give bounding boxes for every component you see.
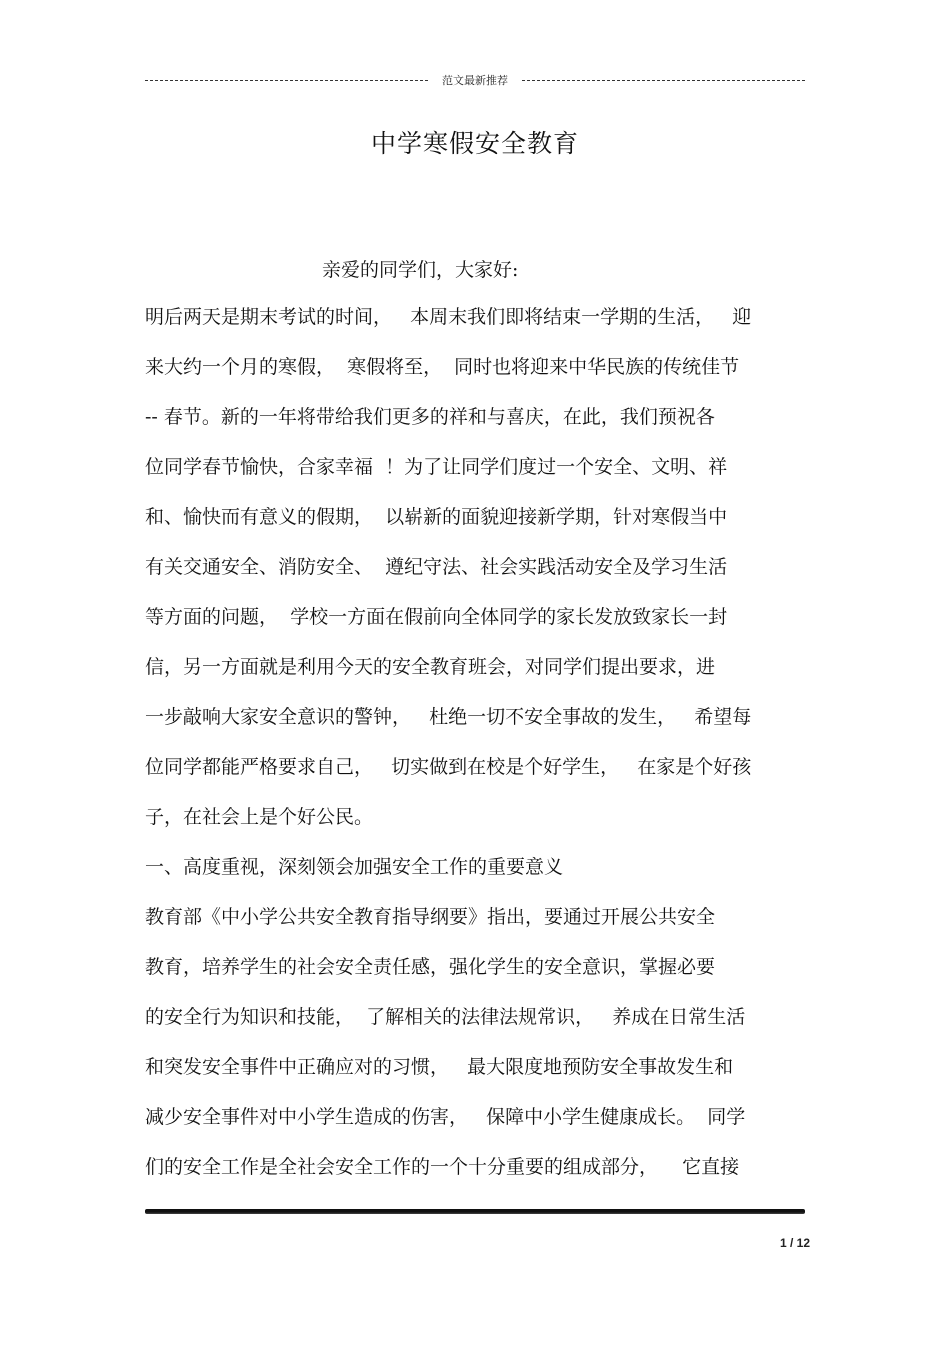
footer-rule	[145, 1209, 805, 1214]
header-text: 范文最新推荐	[442, 74, 508, 87]
body-line: 的安全行为知识和技能， 了解相关的法律法规常识， 养成在日常生活	[145, 1006, 746, 1028]
header-dashed-rule-left	[145, 80, 428, 81]
body-line: 一步敲响大家安全意识的警钟， 杜绝一切不安全事故的发生， 希望每	[145, 706, 752, 728]
header-dashed-rule-right	[522, 80, 805, 81]
body-line: 等方面的问题， 学校一方面在假前向全体同学的家长发放致家长一封	[145, 606, 728, 628]
body-line: 信，另一方面就是利用今天的安全教育班会，对同学们提出要求，进	[145, 656, 716, 678]
body-line: 明后两天是期末考试的时间， 本周末我们即将结束一学期的生活， 迎	[145, 306, 752, 328]
body-line: 教育部《中小学公共安全教育指导纲要》指出，要通过开展公共安全	[145, 906, 716, 928]
section-heading: 一、高度重视，深刻领会加强安全工作的重要意义	[145, 856, 564, 878]
page-header	[145, 72, 805, 88]
body-line: 减少安全事件对中小学生造成的伤害， 保障中小学生健康成长。 同学	[145, 1106, 746, 1128]
body-line: 和、愉快而有意义的假期， 以崭新的面貌迎接新学期，针对寒假当中	[145, 506, 728, 528]
document-body	[145, 300, 810, 1200]
body-line: 有关交通安全、消防安全、 遵纪守法、社会实践活动安全及学习生活	[145, 556, 728, 578]
body-line: 教育，培养学生的社会安全责任感，强化学生的安全意识，掌握必要	[145, 956, 716, 978]
greeting: 亲爱的同学们，大家好:	[322, 259, 519, 281]
body-line: 来大约一个月的寒假， 寒假将至， 同时也将迎来中华民族的传统佳节	[145, 356, 740, 378]
page-number: 1 / 12	[779, 1236, 810, 1250]
document-title: 中学寒假安全教育	[370, 129, 579, 158]
body-line: 位同学都能严格要求自己， 切实做到在校是个好学生， 在家是个好孩	[145, 756, 752, 778]
body-line: 子，在社会上是个好公民。	[145, 806, 374, 828]
body-line: 们的安全工作是全社会安全工作的一个十分重要的组成部分， 它直接	[145, 1156, 740, 1178]
body-line: 位同学春节愉快，合家幸福 ！为了让同学们度过一个安全、文明、祥	[145, 456, 728, 478]
body-line: 和突发安全事件中正确应对的习惯， 最大限度地预防安全事故发生和	[145, 1056, 734, 1078]
body-line: -- 春节。新的一年将带给我们更多的祥和与喜庆，在此，我们预祝各	[145, 406, 715, 428]
